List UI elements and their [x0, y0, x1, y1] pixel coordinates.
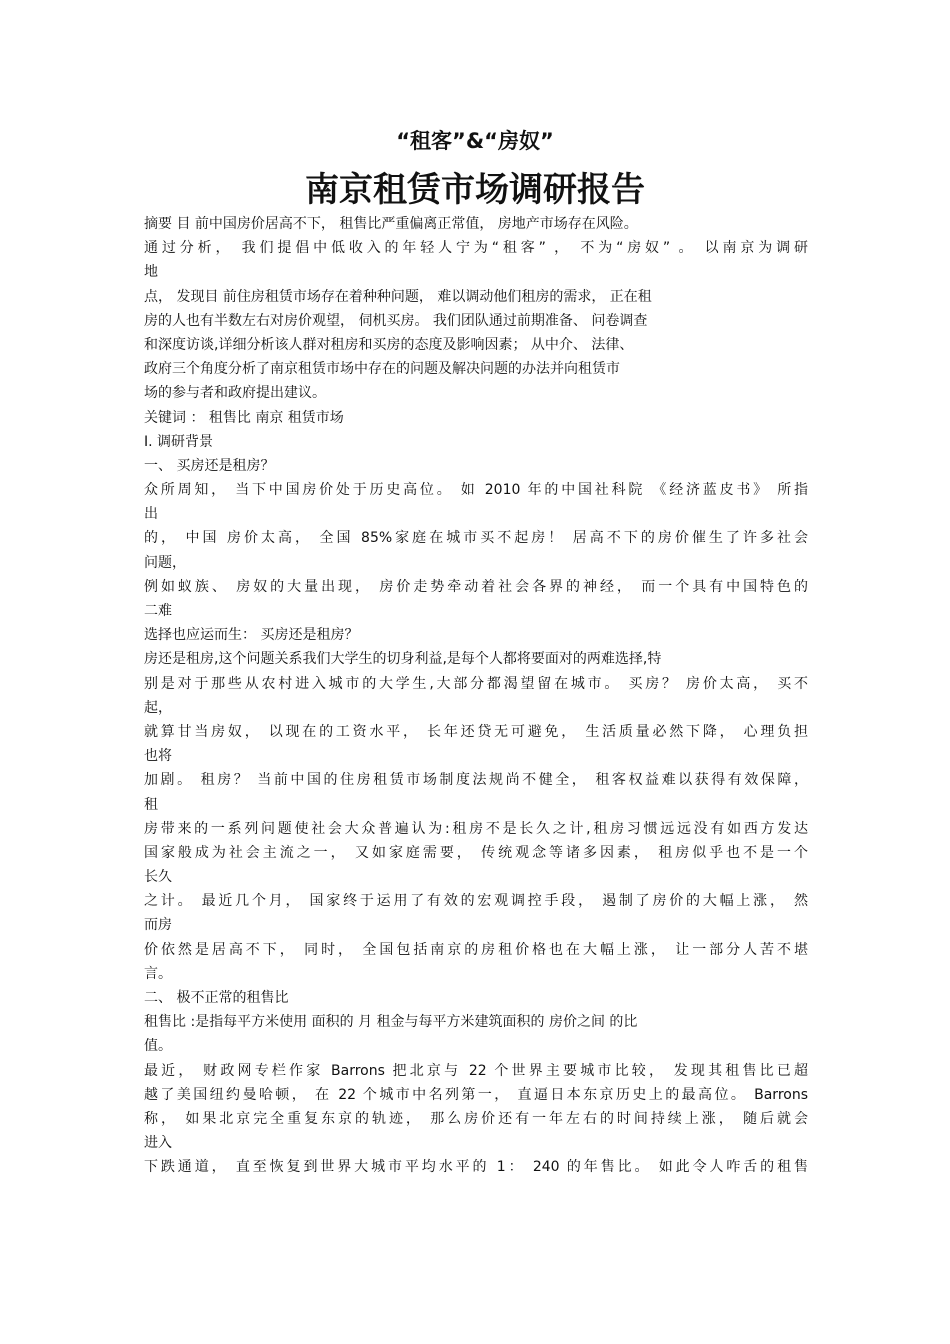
section-heading: I. 调研背景 [144, 433, 214, 450]
paragraph-line: 就算甘当房奴， 以现在的工资水平， 长年还贷无可避免， 生活质量必然下降， 心理负担 [144, 723, 808, 740]
paragraph-line: 别是对于那些从农村进入城市的大学生,大部分都渴望留在城市。 买房？ 房价太高， 买不 [144, 675, 808, 692]
paragraph-line: 称， 如果北京完全重复东京的轨迹， 那么房价还有一年左右的时间持续上涨， 随后就会 [144, 1110, 808, 1127]
document-subtitle: “租客”&“房奴” [396, 129, 554, 153]
paragraph-line: 起， [144, 699, 172, 716]
abstract-line: 点， 发现目 前住房租赁市场存在着种种问题， 难以调动他们租房的需求， 正在租 [144, 288, 652, 305]
abstract-line: 房的人也有半数左右对房价观望， 伺机买房。 我们团队通过前期准备、 问卷调查 [144, 312, 648, 329]
paragraph-line: 房带来的一系列问题使社会大众普遍认为:租房不是长久之计,租房习惯远远没有如西方发达 [144, 820, 808, 837]
paragraph-line: 加剧。 租房？ 当前中国的住房租赁市场制度法规尚不健全， 租客权益难以获得有效保障， [144, 772, 808, 789]
paragraph-line: 众所周知， 当下中国房价处于历史高位。 如 2010 年的中国社科院 《经济蓝皮书》 所指 [144, 482, 808, 499]
paragraph-line: 选择也应运而生： 买房还是租房？ [144, 627, 359, 644]
abstract-line: 场的参与者和政府提出建议。 [144, 385, 326, 402]
paragraph-line: 出 [144, 506, 158, 523]
subsection-heading: 一、 买房还是租房？ [144, 457, 275, 474]
paragraph-line: 价依然是居高不下， 同时， 全国包括南京的房租价格也在大幅上涨， 让一部分人苦不堪 [144, 941, 808, 958]
abstract-line: 地 [144, 264, 158, 281]
paragraph-line: 下跌通道， 直至恢复到世界大城市平均水平的 1： 240 的年售比。 如此令人咋舌的租售 [144, 1159, 808, 1176]
abstract-line: 和深度访谈,详细分析该人群对租房和买房的态度及影响因素； 从中介、 法律、 [144, 336, 634, 353]
document-title: 南京租赁市场调研报告 [305, 170, 645, 210]
paragraph-line: 进入 [144, 1135, 172, 1152]
paragraph-line: 长久 [144, 869, 172, 886]
paragraph-line: 国家般成为社会主流之一， 又如家庭需要， 传统观念等诸多因素， 租房似乎也不是一个 [144, 844, 808, 861]
abstract-line: 摘要 目 前中国房价居高不下， 租售比严重偏离正常值， 房地产市场存在风险。 [144, 216, 638, 232]
keywords-line: 关键词 ： 租售比 南京 租赁市场 [144, 409, 344, 426]
paragraph-line: 言。 [144, 965, 172, 982]
paragraph-line: 最近， 财政网专栏作家 Barrons 把北京与 22 个世界主要城市比较， 发现其租售比已超 [144, 1062, 808, 1079]
paragraph-line: 之计。 最近几个月， 国家终于运用了有效的宏观调控手段， 遏制了房价的大幅上涨， 然 [144, 893, 808, 910]
subsection-heading: 二、 极不正常的租售比 [144, 990, 289, 1006]
paragraph-line: 房还是租房,这个问题关系我们大学生的切身利益,是每个人都将要面对的两难选择,特 [144, 651, 662, 668]
paragraph-line: 租 [144, 796, 158, 813]
paragraph-line: 越了美国纽约曼哈顿， 在 22 个城市中名列第一， 直逼日本东京历史上的最高位。 Barrons [144, 1086, 808, 1103]
abstract-line: 政府三个角度分析了南京租赁市场中存在的问题及解决问题的办法并向租赁市 [144, 361, 620, 378]
paragraph-line: 值。 [144, 1038, 172, 1055]
paragraph-line: 例如蚁族、 房奴的大量出现， 房价走势牵动着社会各界的神经， 而一个具有中国特色的 [144, 578, 808, 595]
paragraph-line: 问题， [144, 554, 186, 571]
paragraph-line: 租售比 :是指每平方米使用 面积的 月 租金与每平方米建筑面积的 房价之间 的比 [144, 1014, 638, 1031]
paragraph-line: 而房 [144, 917, 172, 934]
paragraph-line: 的， 中国 房价太高， 全国 85%家庭在城市买不起房！ 居高不下的房价催生了许多社会 [144, 530, 808, 547]
document-body [144, 212, 808, 1180]
abstract-line: 通过分析， 我们提倡中低收入的年轻人宁为“租客” ， 不为“房奴” 。 以南京为调研 [144, 240, 808, 257]
paragraph-line: 也将 [144, 748, 172, 765]
paragraph-line: 二难 [144, 603, 172, 619]
